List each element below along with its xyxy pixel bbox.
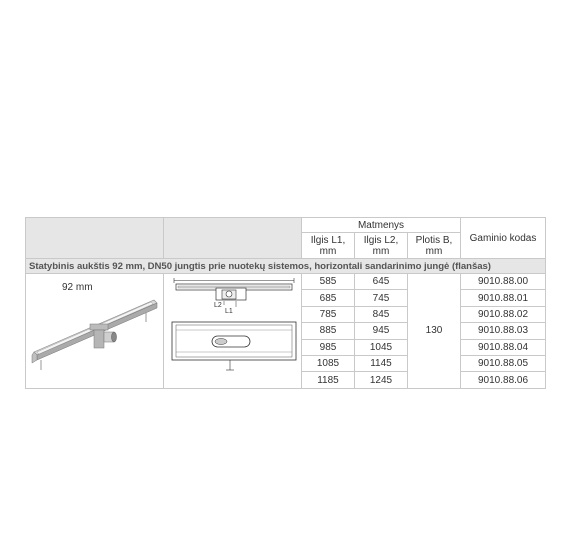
cell-l1: 685 [302,290,355,306]
cell-code: 9010.88.03 [461,323,546,339]
cell-l1: 785 [302,306,355,322]
table-row [26,274,546,290]
cell-plotis-b: 130 [408,274,461,389]
drawing-label-l2: L2 [214,302,222,309]
header-image-cell [26,218,164,259]
cell-l2: 645 [355,274,408,290]
cell-l2: 1045 [355,339,408,355]
cell-code: 9010.88.06 [461,372,546,388]
cell-l1: 985 [302,339,355,355]
product-photo-cell [26,274,164,389]
cell-l1: 1085 [302,355,355,371]
header-ilgis-l1: Ilgis L1, mm [302,233,355,259]
cell-code: 9010.88.01 [461,290,546,306]
section-title: Statybinis aukštis 92 mm, DN50 jungtis prie nuotekų sistemos, horizontali sandarinimo jungė (flanšas) [26,259,546,274]
cell-l1: 585 [302,274,355,290]
header-drawing-cell [164,218,302,259]
spec-table [25,217,546,389]
cell-code: 9010.88.00 [461,274,546,290]
height-label: 92 mm [62,282,93,293]
drawing-label-l1: L1 [225,308,233,315]
cell-code: 9010.88.04 [461,339,546,355]
cell-code: 9010.88.02 [461,306,546,322]
header-plotis-b: Plotis B, mm [408,233,461,259]
technical-drawing [164,274,302,382]
cell-l2: 1145 [355,355,408,371]
cell-l2: 945 [355,323,408,339]
cell-code: 9010.88.05 [461,355,546,371]
cell-l1: 885 [302,323,355,339]
cell-l1: 1185 [302,372,355,388]
cell-l2: 745 [355,290,408,306]
drain-channel-photo [26,274,164,382]
technical-drawing-cell [164,274,302,389]
cell-l2: 1245 [355,372,408,388]
header-gaminio-kodas: Gaminio kodas [461,218,546,259]
header-ilgis-l2: Ilgis L2, mm [355,233,408,259]
cell-l2: 845 [355,306,408,322]
header-matmenys: Matmenys [302,218,461,233]
